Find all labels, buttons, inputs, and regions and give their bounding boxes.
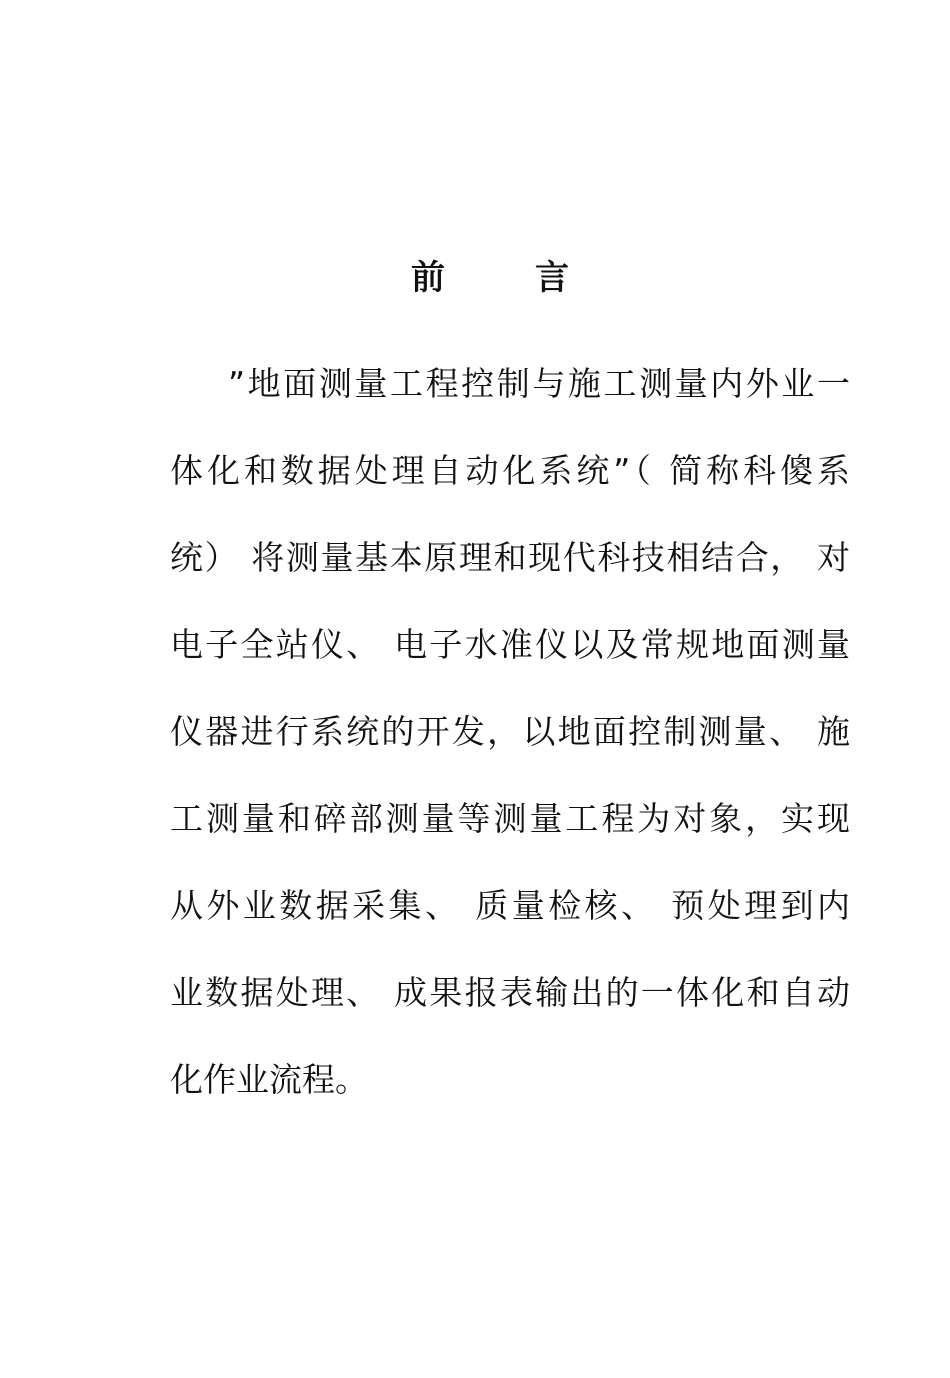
paragraph-line-5: 仪器进行系统的开发，以地面控制测量、 施 — [170, 712, 850, 751]
paragraph-line-6: 工测量和碎部测量等测量工程为对象，实现 — [170, 799, 850, 838]
paragraph-line-2: 体化和数据处理自动化系统”（ 简称科傻系 — [170, 451, 850, 490]
paragraph-line-3: 统） 将测量基本原理和现代科技相结合， 对 — [170, 538, 850, 577]
preface-paragraph — [170, 349, 850, 1132]
paragraph-line-9: 化作业流程。 — [170, 1060, 368, 1099]
paragraph-line-7: 从外业数据采集、 质量检核、 预处理到内 — [170, 886, 850, 925]
paragraph-line-4: 电子全站仪、 电子水准仪以及常规地面测量 — [170, 625, 850, 664]
paragraph-line-8: 业数据处理、 成果报表输出的一体化和自动 — [170, 973, 850, 1012]
paragraph-line-1: ”地面测量工程控制与施工测量内外业一 — [228, 364, 850, 403]
page-title: 前 言 — [411, 258, 597, 298]
